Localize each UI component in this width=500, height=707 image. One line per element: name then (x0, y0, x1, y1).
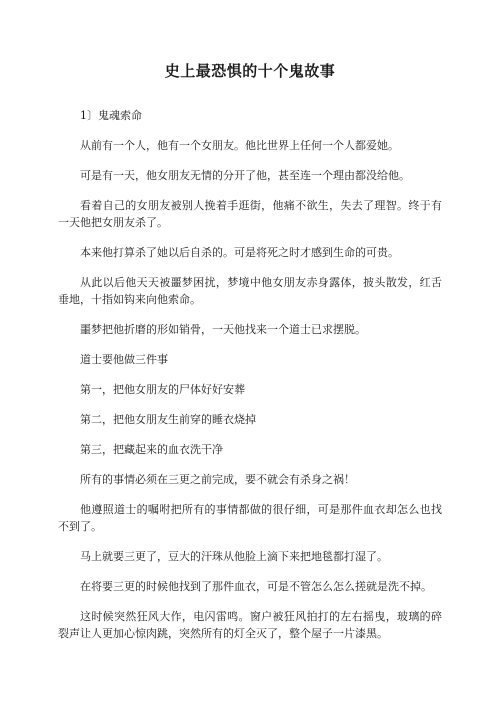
paragraph: 马上就要三更了，豆大的汗珠从他脸上滴下来把地毯都打湿了。 (80, 550, 388, 563)
paragraph: 道士要他做三件事 (80, 353, 168, 366)
section-heading: 1〕鬼魂索命 (80, 109, 142, 122)
paragraph: 从此以后他天天被噩梦困扰，梦境中他女朋友赤身露体，披头散发，红舌垂地，十指如钩来向他索命。 (58, 276, 442, 306)
paragraph: 在将要三更的时候他找到了那件血衣，可是不管怎么怎么搓就是洗不掉。 (80, 580, 432, 593)
paragraph: 所有的事情必须在三更之前完成，要不就会有杀身之祸！ (80, 473, 355, 486)
paragraph: 本来他打算杀了她以后自杀的。可是将死之时才感到生命的可贵。 (80, 246, 399, 259)
paragraph: 从前有一个人，他有一个女朋友。他比世界上任何一个人都爱她。 (80, 139, 399, 152)
document-title: 史上最恐惧的十个鬼故事 (164, 62, 336, 80)
paragraph: 他遵照道士的嘱咐把所有的事情都做的很仔细，可是那件血衣却怎么也找不到了。 (58, 503, 442, 533)
paragraph: 可是有一天，他女朋友无情的分开了他，甚至连一个理由都没给他。 (80, 169, 410, 182)
paragraph: 这时候突然狂风大作，电闪雷鸣。窗户被狂风拍打的左右摇曳，玻璃的碎裂声让人更加心惊肉跳，突然所有的灯全灭了，整个屋子一片漆黑。 (58, 610, 442, 640)
paragraph: 第三，把藏起来的血衣洗干净 (80, 443, 223, 456)
paragraph: 第一，把他女朋友的尸体好好安葬 (80, 383, 245, 396)
paragraph: 看着自己的女朋友被别人挽着手逛街，他痛不欲生，失去了理智。终于有一天他把女朋友杀了。 (58, 199, 442, 229)
paragraph: 第二，把他女朋友生前穿的睡衣烧掉 (80, 413, 256, 426)
paragraph: 噩梦把他折磨的形如销骨，一天他找来一个道士已求摆脱。 (80, 323, 366, 336)
